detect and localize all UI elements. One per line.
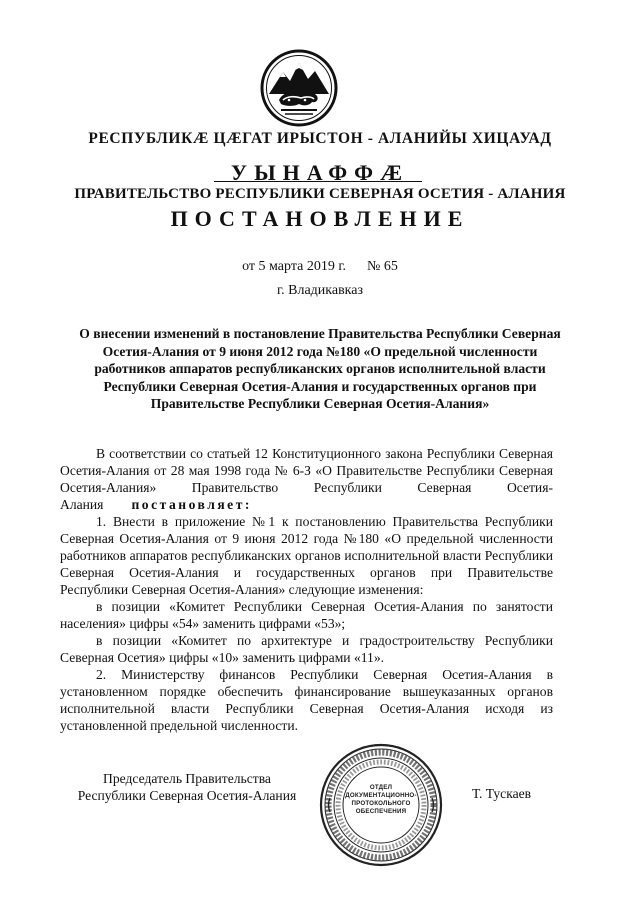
item-1b-paragraph: в позиции «Комитет по архитектуре и градостроительству Республики Северная Осетия» цифры «10» заменить цифрами «11».	[60, 633, 553, 665]
document-title: О внесении изменений в постановление Правительства Республики Северная Осетия-Алания от 9 июня 2012 года №180 «О предельной численности работников аппаратов республиканских органов исполнительной власти Республики Северная Осетия-Алания и государственных органов при Правительстве Республики Северная Осетия-Алания»	[79, 326, 561, 411]
preamble-paragraph	[60, 445, 553, 513]
preamble-text: В соответствии со статьей 12 Конституционного закона Республики Северная Осетия-Алания от 28 мая 1998 года № 6-З «О Правительстве Республики Северная Осетия-Алания» Правительство Республики Северная Осетия-Алания	[60, 446, 553, 512]
ossetian-doc-type: УЫНАФФӔ	[230, 160, 410, 185]
document-number: № 65	[367, 259, 398, 274]
item-1-paragraph: 1. Внести в приложение №1 к постановлению Правительства Республики Северная Осетия-Алания от 9 июня 2012 года №180 «О предельной численности работников аппаратов республиканских органов исполнительной власти Республики Северная Осетия-Алания и государственных органов при Правительстве Республики Северная Осетия-Алания» следующие изменения:	[60, 514, 553, 597]
signatory-name: Т. Тускаев	[472, 786, 532, 801]
signatory-position-line1: Председатель Правительства	[103, 771, 271, 786]
document-body	[60, 445, 553, 734]
date-number-line	[0, 259, 640, 275]
document-city: г. Владикавказ	[276, 283, 364, 298]
russian-doc-type: ПОСТАНОВЛЕНИЕ	[170, 206, 470, 231]
item-1a-paragraph: в позиции «Комитет Республики Северная Осетия-Алания по занятости населения» цифры «54» заменить цифрами «53»;	[60, 599, 553, 631]
russian-government-heading: ПРАВИТЕЛЬСТВО РЕСПУБЛИКИ СЕВЕРНАЯ ОСЕТИЯ - АЛАНИЯ	[74, 186, 566, 202]
signatory-position	[62, 770, 312, 804]
ossetian-republic-heading: РЕСПУБЛИКӔ ЦӔГАТ ИРЫСТОН - АЛАНИЙЫ ХИЦАУАД	[88, 130, 552, 147]
document-date: от 5 марта 2019 г.	[242, 259, 347, 274]
seal-center-text: ОТДЕЛ ДОКУМЕНТАЦИОННО-ПРОТОКОЛЬНОГО ОБЕСПЕЧЕНИЯ	[345, 784, 417, 815]
item-2-paragraph: 2. Министерству финансов Республики Северная Осетия-Алания в установленном порядке обеспечить финансирование вышеуказанных органов исполнительной власти Республики Северная Осетия-Алания исходя из установленной предельной численности.	[60, 667, 553, 733]
decree-word: постановляет:	[131, 497, 252, 512]
coat-of-arms-icon	[259, 48, 339, 128]
signatory-position-line2: Республики Северная Осетия-Алания	[77, 788, 297, 803]
